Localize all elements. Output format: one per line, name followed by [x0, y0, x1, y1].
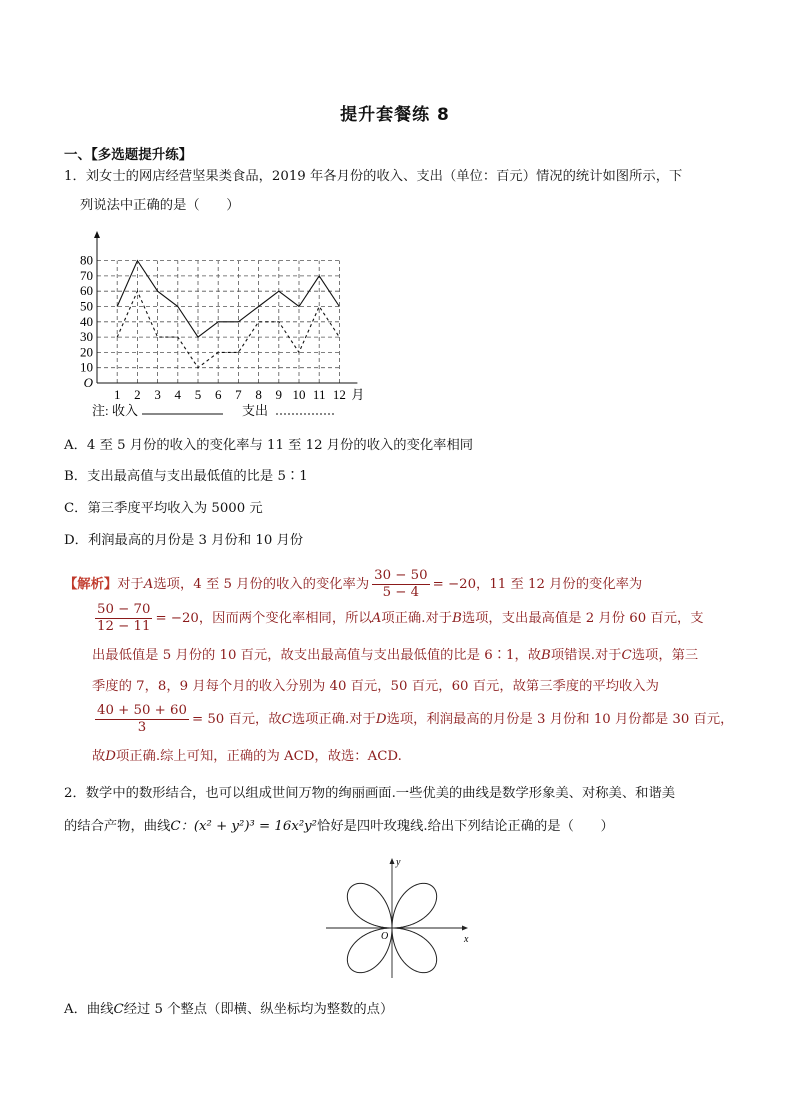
x-tick-label: 9 — [275, 387, 283, 402]
y-tick-label: 20 — [80, 344, 93, 360]
x-tick-label: 12 — [332, 387, 346, 402]
q1-option-b: B．支出最高值与支出最低值的比是 5∶1 — [64, 469, 308, 484]
x-axis-label: x — [464, 934, 469, 945]
analysis-line5: $\frac{40 + 50 + 60}{3}$ = 50 百元，故C选项正确.对于D选项，利润最高的月份是 3 月份和 10 月份都是 30 百元， — [97, 703, 734, 735]
y-tick-label: 70 — [80, 267, 93, 283]
origin-label: O — [381, 931, 389, 942]
fraction-1: $\frac{30 - 50}{5 - 4}$ — [374, 568, 428, 600]
y-tick-label: 40 — [80, 313, 93, 329]
q1-option-c: C．第三季度平均收入为 5000 元 — [64, 501, 263, 516]
x-tick-label: 5 — [194, 387, 202, 402]
x-tick-label: 3 — [154, 387, 161, 402]
x-tick-label: 10 — [292, 387, 306, 402]
income-line — [117, 261, 339, 338]
analysis-line1: 【解析】对于A选项，4 至 5 月份的收入的变化率为 $\frac{30 - 50}{5 - 4}$ = −20，11 至 12 月份的变化率为 — [64, 568, 643, 600]
x-tick-label: 6 — [214, 387, 222, 402]
q1-stem-line1: 1．刘女士的网店经营坚果类食品，2019 年各月份的收入、支出（单位：百元）情况的统计如图所示，下 — [64, 169, 683, 184]
analysis-line6: 故D项正确.综上可知，正确的为 ACD，故选：ACD. — [92, 749, 402, 764]
four-leaf-rose-figure — [318, 853, 478, 983]
y-axis-arrow — [390, 858, 395, 864]
q2-stem-line1: 2．数学中的数形结合，也可以组成世间万物的绚丽画面.一些优美的曲线是数学形象美、对称美、和谐美 — [64, 786, 676, 801]
analysis-line3: 出最低值是 5 月份的 10 百元，故支出最高值与支出最低值的比是 6∶1，故B项错误.对于C选项，第三 — [92, 648, 699, 663]
legend-prefix: 注: — [92, 403, 109, 418]
y-tick-label: 60 — [80, 283, 93, 299]
x-tick-label: 11 — [312, 387, 326, 402]
x-tick-label: 7 — [235, 387, 242, 402]
q1-option-a: A．4 至 5 月份的收入的变化率与 11 至 12 月份的收入的变化率相同 — [64, 438, 474, 453]
y-tick-label: 50 — [80, 298, 93, 314]
q2-stem-line2: 的结合产物，曲线C：(x² + y²)³ = 16x²y²恰好是四叶玫瑰线.给出下列结论正确的是（ ） — [64, 819, 614, 834]
q1-option-d: D．利润最高的月份是 3 月份和 10 月份 — [64, 533, 304, 548]
x-axis-arrow — [462, 926, 468, 931]
x-tick-label: 2 — [134, 387, 141, 402]
page-title: 提升套餐练 8 — [340, 105, 450, 125]
section-heading: 一、【多选题提升练】 — [64, 147, 193, 163]
analysis-line2: $\frac{50 - 70}{12 - 11}$ = −20，因而两个变化率相同，所以A项正确.对于B选项，支出最高值是 2 月份 60 百元，支 — [97, 602, 704, 634]
fraction-3: $\frac{40 + 50 + 60}{3}$ — [97, 703, 187, 735]
y-tick-label: 10 — [80, 359, 93, 375]
origin-label: O — [83, 375, 93, 390]
q2-option-a: A．曲线C经过 5 个整点（即横、纵坐标均为整数的点） — [64, 1002, 394, 1017]
fraction-2: $\frac{50 - 70}{12 - 11}$ — [97, 602, 151, 634]
y-axis-arrow — [94, 231, 100, 238]
legend-expense-label: 支出 — [242, 403, 269, 418]
y-tick-label: 30 — [80, 329, 93, 345]
q1-stem-line2: 列说法中正确的是（ ） — [80, 198, 240, 213]
x-tick-label: 8 — [255, 387, 262, 402]
expense-line — [117, 291, 339, 368]
rose-curve-equation: ：(x² + y²)³ = 16x²y² — [180, 819, 318, 834]
legend-income-label: 收入 — [112, 403, 139, 418]
y-axis-label: y — [396, 857, 401, 868]
x-axis-label: 月 — [351, 387, 365, 402]
x-tick-label: 1 — [113, 387, 121, 402]
analysis-tag: 【解析】 — [64, 577, 118, 592]
x-tick-label: 4 — [174, 387, 182, 402]
analysis-line4: 季度的 7，8，9 月每个月的收入分别为 40 百元，50 百元，60 百元，故第三季度的平均收入为 — [92, 679, 659, 694]
y-tick-label: 80 — [80, 252, 93, 268]
income-expense-chart — [70, 228, 390, 420]
